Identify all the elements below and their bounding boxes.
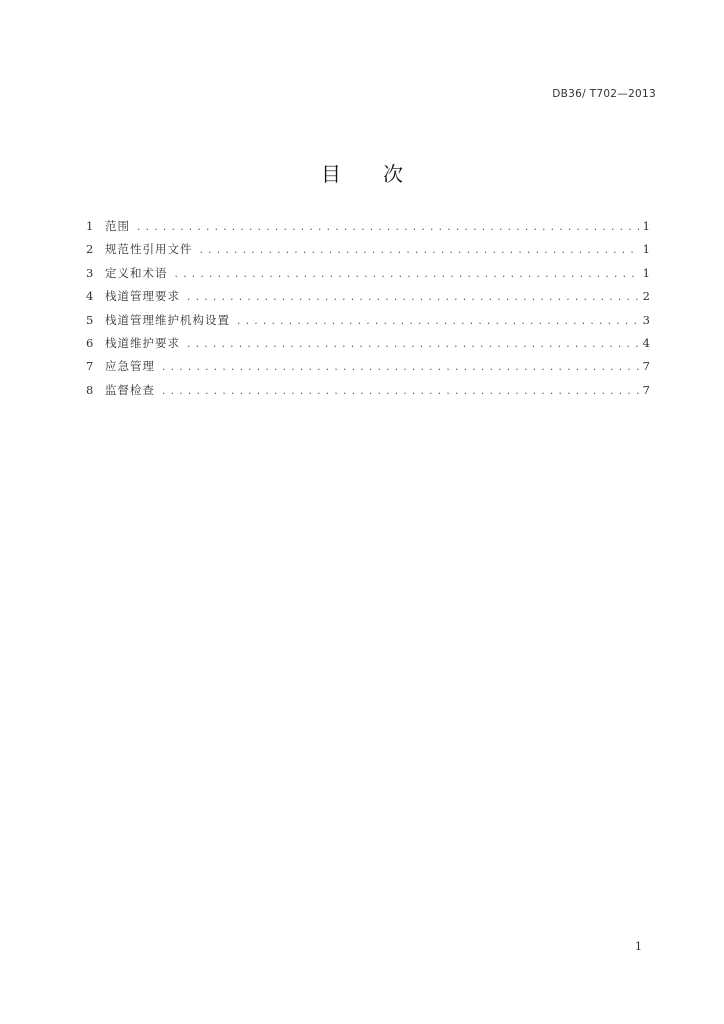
toc-entry[interactable] bbox=[86, 358, 650, 381]
toc-entry-page: 1 bbox=[642, 219, 650, 233]
toc-entry-page: 3 bbox=[642, 312, 650, 327]
toc-title-part2: 次 bbox=[383, 162, 403, 186]
toc-entry-page: 1 bbox=[642, 242, 650, 257]
toc-entry-number: 6 bbox=[86, 335, 94, 350]
toc-title-part1: 目 bbox=[321, 162, 341, 186]
toc-leader-dots bbox=[236, 317, 639, 327]
toc-entry-number: 7 bbox=[86, 359, 94, 374]
toc-entry-number: 5 bbox=[86, 312, 94, 327]
toc-entry-title[interactable]: 应急管理 bbox=[105, 359, 155, 374]
toc-title bbox=[0, 158, 724, 187]
toc-entry-number: 8 bbox=[86, 382, 94, 397]
toc-leader-dots bbox=[186, 293, 639, 303]
toc-entry-title[interactable]: 范围 bbox=[105, 219, 130, 233]
toc-entry-number: 1 bbox=[86, 219, 94, 233]
toc-list bbox=[86, 218, 650, 405]
toc-entry-title[interactable]: 栈道管理维护机构设置 bbox=[105, 312, 230, 327]
toc-leader-dots bbox=[161, 363, 639, 373]
toc-leader-dots bbox=[161, 387, 639, 397]
toc-entry-title[interactable]: 定义和术语 bbox=[105, 265, 168, 280]
toc-entry-title[interactable]: 监督检查 bbox=[105, 382, 155, 397]
toc-entry[interactable] bbox=[86, 288, 650, 311]
toc-entry[interactable] bbox=[86, 335, 650, 358]
toc-entry[interactable] bbox=[86, 241, 650, 264]
toc-entry-page: 4 bbox=[642, 335, 650, 350]
toc-leader-dots bbox=[186, 340, 639, 350]
page-number: 1 bbox=[635, 940, 642, 953]
toc-entry-number: 3 bbox=[86, 265, 94, 280]
toc-entry[interactable] bbox=[86, 265, 650, 288]
toc-entry-page: 7 bbox=[642, 359, 650, 374]
toc-entry[interactable] bbox=[86, 312, 650, 335]
toc-entry-page: 7 bbox=[642, 382, 650, 397]
toc-entry-title[interactable]: 栈道管理要求 bbox=[105, 289, 180, 304]
toc-entry-title[interactable]: 规范性引用文件 bbox=[105, 242, 193, 257]
toc-entry-number: 4 bbox=[86, 289, 94, 304]
toc-entry-number: 2 bbox=[86, 242, 94, 257]
toc-entry[interactable] bbox=[86, 218, 650, 241]
standard-code: DB36/ T702—2013 bbox=[552, 88, 656, 100]
toc-leader-dots bbox=[174, 270, 639, 280]
toc-entry-title[interactable]: 栈道维护要求 bbox=[105, 335, 180, 350]
toc-entry[interactable] bbox=[86, 382, 650, 405]
toc-leader-dots bbox=[136, 223, 639, 233]
toc-leader-dots bbox=[199, 246, 639, 256]
toc-entry-page: 2 bbox=[642, 289, 650, 304]
toc-entry-page: 1 bbox=[642, 265, 650, 280]
